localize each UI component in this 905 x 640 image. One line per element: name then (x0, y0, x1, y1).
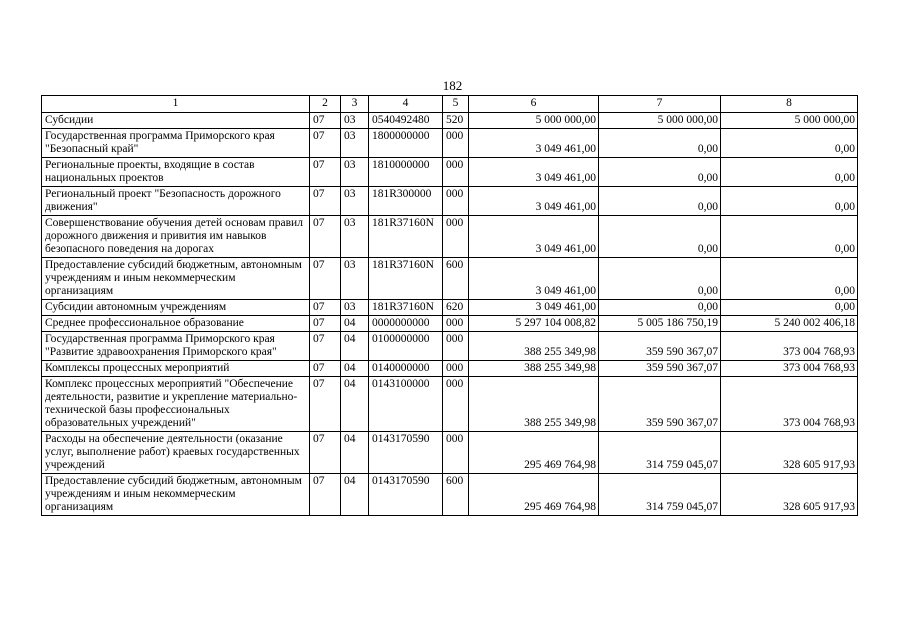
row-value-col8: 0,00 (721, 300, 858, 316)
header-row (42, 96, 858, 113)
row-subsection-cell: 03 (341, 258, 369, 300)
row-expense-type-cell: 000 (443, 361, 469, 377)
table-row (42, 216, 858, 258)
row-value-col7: 0,00 (599, 158, 721, 187)
table-row (42, 432, 858, 474)
header-cell-7: 7 (599, 96, 721, 113)
row-value-col6: 388 255 349,98 (469, 377, 599, 432)
row-name-cell: Комплексы процессных мероприятий (42, 361, 310, 377)
row-expense-type-cell: 600 (443, 258, 469, 300)
row-section-cell: 07 (310, 258, 341, 300)
row-value-col6: 3 049 461,00 (469, 158, 599, 187)
row-value-col7: 0,00 (599, 187, 721, 216)
row-name-cell: Региональный проект "Безопасность дорожного движения" (42, 187, 310, 216)
row-value-col8: 0,00 (721, 158, 858, 187)
row-value-col7: 0,00 (599, 216, 721, 258)
row-expense-type-cell: 600 (443, 474, 469, 516)
row-value-col6: 3 049 461,00 (469, 300, 599, 316)
table-row (42, 158, 858, 187)
row-expense-type-cell: 000 (443, 187, 469, 216)
row-expense-type-cell: 000 (443, 129, 469, 158)
row-value-col7: 0,00 (599, 129, 721, 158)
header-cell-8: 8 (721, 96, 858, 113)
row-expense-type-cell: 000 (443, 377, 469, 432)
row-section-cell: 07 (310, 316, 341, 332)
row-target-article-cell: 0540492480 (369, 113, 443, 129)
row-value-col8: 5 240 002 406,18 (721, 316, 858, 332)
header-cell-4: 4 (369, 96, 443, 113)
row-target-article-cell: 181R300000 (369, 187, 443, 216)
table-row (42, 316, 858, 332)
row-target-article-cell: 1810000000 (369, 158, 443, 187)
row-section-cell: 07 (310, 377, 341, 432)
row-target-article-cell: 181R37160N (369, 258, 443, 300)
table-row (42, 377, 858, 432)
row-section-cell: 07 (310, 129, 341, 158)
table-row (42, 474, 858, 516)
row-value-col8: 328 605 917,93 (721, 432, 858, 474)
row-value-col6: 295 469 764,98 (469, 474, 599, 516)
row-value-col7: 5 005 186 750,19 (599, 316, 721, 332)
row-target-article-cell: 181R37160N (369, 216, 443, 258)
table-row (42, 187, 858, 216)
table-row (42, 361, 858, 377)
row-value-col8: 0,00 (721, 216, 858, 258)
row-value-col8: 328 605 917,93 (721, 474, 858, 516)
row-value-col7: 0,00 (599, 258, 721, 300)
budget-table (41, 95, 858, 516)
table-row (42, 258, 858, 300)
row-value-col8: 0,00 (721, 258, 858, 300)
row-section-cell: 07 (310, 361, 341, 377)
row-target-article-cell: 0100000000 (369, 332, 443, 361)
row-value-col7: 0,00 (599, 300, 721, 316)
row-subsection-cell: 03 (341, 187, 369, 216)
row-name-cell: Субсидии автономным учреждениям (42, 300, 310, 316)
row-subsection-cell: 04 (341, 474, 369, 516)
row-value-col6: 5 297 104 008,82 (469, 316, 599, 332)
row-name-cell: Расходы на обеспечение деятельности (оказание услуг, выполнение работ) краевых государственных учреждений (42, 432, 310, 474)
row-subsection-cell: 04 (341, 316, 369, 332)
row-value-col7: 359 590 367,07 (599, 361, 721, 377)
row-subsection-cell: 04 (341, 361, 369, 377)
row-value-col8: 373 004 768,93 (721, 377, 858, 432)
row-subsection-cell: 03 (341, 113, 369, 129)
row-subsection-cell: 03 (341, 300, 369, 316)
row-expense-type-cell: 000 (443, 332, 469, 361)
row-name-cell: Совершенствование обучения детей основам правил дорожного движения и привития им навыков безопасного поведения на дорогах (42, 216, 310, 258)
row-value-col6: 388 255 349,98 (469, 361, 599, 377)
row-subsection-cell: 03 (341, 129, 369, 158)
row-value-col7: 314 759 045,07 (599, 432, 721, 474)
row-section-cell: 07 (310, 187, 341, 216)
row-section-cell: 07 (310, 216, 341, 258)
row-value-col6: 3 049 461,00 (469, 129, 599, 158)
row-target-article-cell: 0143170590 (369, 432, 443, 474)
table-row (42, 300, 858, 316)
row-value-col7: 5 000 000,00 (599, 113, 721, 129)
row-subsection-cell: 03 (341, 216, 369, 258)
row-name-cell: Государственная программа Приморского края "Безопасный край" (42, 129, 310, 158)
header-cell-2: 2 (310, 96, 341, 113)
row-target-article-cell: 0143170590 (369, 474, 443, 516)
table-row (42, 332, 858, 361)
row-name-cell: Среднее профессиональное образование (42, 316, 310, 332)
row-value-col6: 295 469 764,98 (469, 432, 599, 474)
page-number: 182 (442, 78, 463, 93)
row-expense-type-cell: 000 (443, 158, 469, 187)
row-section-cell: 07 (310, 432, 341, 474)
row-value-col8: 0,00 (721, 187, 858, 216)
row-section-cell: 07 (310, 300, 341, 316)
row-target-article-cell: 181R37160N (369, 300, 443, 316)
row-value-col7: 314 759 045,07 (599, 474, 721, 516)
row-name-cell: Предоставление субсидий бюджетным, автономным учреждениям и иным некоммерческим организациям (42, 258, 310, 300)
row-section-cell: 07 (310, 332, 341, 361)
row-value-col7: 359 590 367,07 (599, 377, 721, 432)
row-expense-type-cell: 000 (443, 316, 469, 332)
row-name-cell: Государственная программа Приморского края "Развитие здравоохранения Приморского края" (42, 332, 310, 361)
row-expense-type-cell: 620 (443, 300, 469, 316)
row-section-cell: 07 (310, 474, 341, 516)
header-cell-1: 1 (42, 96, 310, 113)
row-name-cell: Региональные проекты, входящие в состав национальных проектов (42, 158, 310, 187)
row-value-col8: 0,00 (721, 129, 858, 158)
row-target-article-cell: 0140000000 (369, 361, 443, 377)
header-cell-6: 6 (469, 96, 599, 113)
row-name-cell: Субсидии (42, 113, 310, 129)
row-value-col6: 388 255 349,98 (469, 332, 599, 361)
row-value-col6: 3 049 461,00 (469, 258, 599, 300)
row-target-article-cell: 0143100000 (369, 377, 443, 432)
row-subsection-cell: 04 (341, 332, 369, 361)
row-value-col8: 5 000 000,00 (721, 113, 858, 129)
row-value-col7: 359 590 367,07 (599, 332, 721, 361)
row-target-article-cell: 0000000000 (369, 316, 443, 332)
header-cell-3: 3 (341, 96, 369, 113)
row-value-col6: 5 000 000,00 (469, 113, 599, 129)
table-row (42, 129, 858, 158)
row-section-cell: 07 (310, 113, 341, 129)
table-row (42, 113, 858, 129)
row-expense-type-cell: 000 (443, 432, 469, 474)
header-cell-5: 5 (443, 96, 469, 113)
row-section-cell: 07 (310, 158, 341, 187)
row-value-col6: 3 049 461,00 (469, 187, 599, 216)
row-subsection-cell: 04 (341, 377, 369, 432)
row-expense-type-cell: 520 (443, 113, 469, 129)
row-value-col8: 373 004 768,93 (721, 332, 858, 361)
row-target-article-cell: 1800000000 (369, 129, 443, 158)
row-value-col8: 373 004 768,93 (721, 361, 858, 377)
row-expense-type-cell: 000 (443, 216, 469, 258)
row-name-cell: Комплекс процессных мероприятий "Обеспечение деятельности, развитие и укрепление материально-технической базы профессиональных образовательных учреждений" (42, 377, 310, 432)
row-subsection-cell: 04 (341, 432, 369, 474)
row-value-col6: 3 049 461,00 (469, 216, 599, 258)
row-subsection-cell: 03 (341, 158, 369, 187)
row-name-cell: Предоставление субсидий бюджетным, автономным учреждениям и иным некоммерческим организациям (42, 474, 310, 516)
